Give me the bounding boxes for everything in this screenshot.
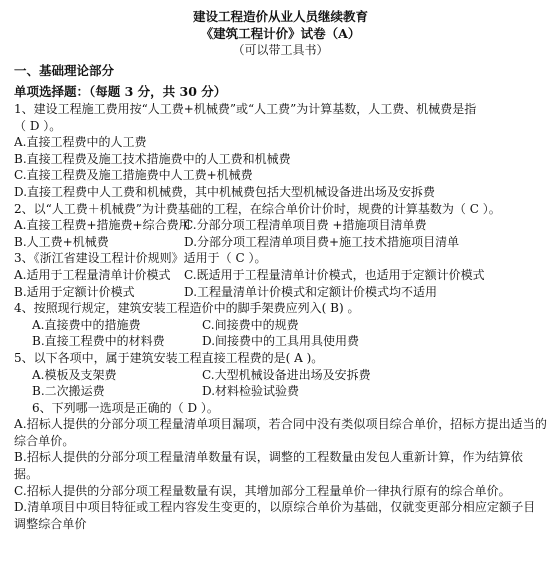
question-2-options-row-2 — [14, 234, 547, 251]
exam-title: 建设工程造价从业人员继续教育 — [192, 9, 368, 24]
section-heading: 一、基础理论部分 — [14, 63, 115, 78]
question-3-options-row-1 — [14, 267, 547, 284]
question-1-option-c: C.直接工程费及施工措施费中人工费+机械费 — [14, 168, 253, 183]
question-2-option-b: B.人工费+机械费 — [14, 234, 109, 249]
question-3-options-row-2 — [14, 284, 547, 301]
question-6-option-c: C.招标人提供的分部分项工程量数量有误，其增加部分工程量单价一律执行原有的综合单价。 — [14, 483, 511, 498]
question-5-option-c: C.大型机械设备进出场及安拆费 — [202, 367, 371, 382]
question-2-option-c: C.分部分项工程清单项目费 +措施项目清单费 — [184, 218, 427, 233]
question-1-option-a: A.直接工程费中的人工费 — [14, 135, 147, 150]
question-3-option-b: B.适用于定额计价模式 — [14, 284, 135, 299]
question-5-option-b: B.二次搬运费 — [32, 384, 105, 399]
question-4-option-a: A.直接费中的措施费 — [32, 317, 141, 332]
question-2-options-row-1 — [14, 217, 547, 234]
question-1-option-b: B.直接工程费及施工技术措施费中的人工费和机械费 — [14, 151, 291, 166]
exam-note: （可以带工具书） — [232, 43, 329, 57]
question-4-option-d: D.间接费中的工具用具使用费 — [202, 334, 360, 349]
exam-subtitle: 《建筑工程计价》试卷（A） — [200, 26, 361, 41]
question-1-stem-line-1: 1、建设工程施工费用按“人工费+机械费”或“人工费”为计算基数，人工费、机械费是指 — [14, 102, 477, 116]
question-4-options-row-2 — [14, 333, 547, 350]
question-4-option-c: C.间接费中的规费 — [202, 317, 299, 332]
question-4-stem: 4、按照现行规定，建筑安装工程造价中的脚手架费应列入( B) 。 — [14, 301, 360, 316]
question-4-options-row-1 — [14, 317, 547, 334]
question-3-option-c: C.既适用于工程量清单计价模式，也适用于定额计价模式 — [184, 267, 485, 282]
question-5-stem: 5、以下各项中，属于建筑安装工程直接工程费的是( A )。 — [14, 350, 324, 365]
question-6-stem: 6、下列哪一选项是正确的（ D ）。 — [32, 400, 219, 415]
question-5-options-row-2 — [14, 383, 547, 400]
question-2-stem: 2、以“人工费＋机械费”为计费基础的工程，在综合单价计价时，规费的计算基数为（ C ）。 — [14, 201, 501, 216]
question-5-option-d: D.材料检验试验费 — [202, 384, 300, 399]
question-1-option-d: D.直接工程费中人工费和机械费，其中机械费包括大型机械设备进出场及安拆费 — [14, 184, 436, 199]
question-3-option-a: A.适用于工程量清单计价模式 — [14, 267, 171, 282]
question-6-option-a: A.招标人提供的分部分项工程量清单项目漏项，若合同中没有类似项目综合单价，招标方提出适当的综合单价。 — [14, 417, 547, 448]
question-3-stem: 3、《浙江省建设工程计价规则》适用于（ C ）。 — [14, 251, 267, 266]
question-3-option-d: D.工程量清单计价模式和定额计价模式均不适用 — [184, 284, 438, 299]
question-4-option-b: B.直接工程费中的材料费 — [32, 334, 165, 349]
question-1-stem-line-2: （ D ）。 — [14, 118, 62, 133]
question-5-options-row-1 — [14, 367, 547, 384]
choice-heading: 单项选择题：（每题 3 分，共 30 分） — [14, 84, 227, 99]
question-2-option-d: D.分部分项工程清单项目费+施工技术措施项目清单 — [184, 234, 460, 249]
question-2-option-a: A.直接工程费+措施费+综合费用 — [14, 218, 191, 233]
question-6-option-d: D.清单项目中项目特征或工程内容发生变更的，以原综合单价为基础，仅就变更部分相应定额子目调整综合单价 — [14, 500, 536, 531]
question-6-option-b: B.招标人提供的分部分项工程量清单数量有误，调整的工程数量由发包人重新计算，作为结算依据。 — [14, 450, 523, 482]
question-5-option-a: A.模板及支架费 — [32, 367, 117, 382]
